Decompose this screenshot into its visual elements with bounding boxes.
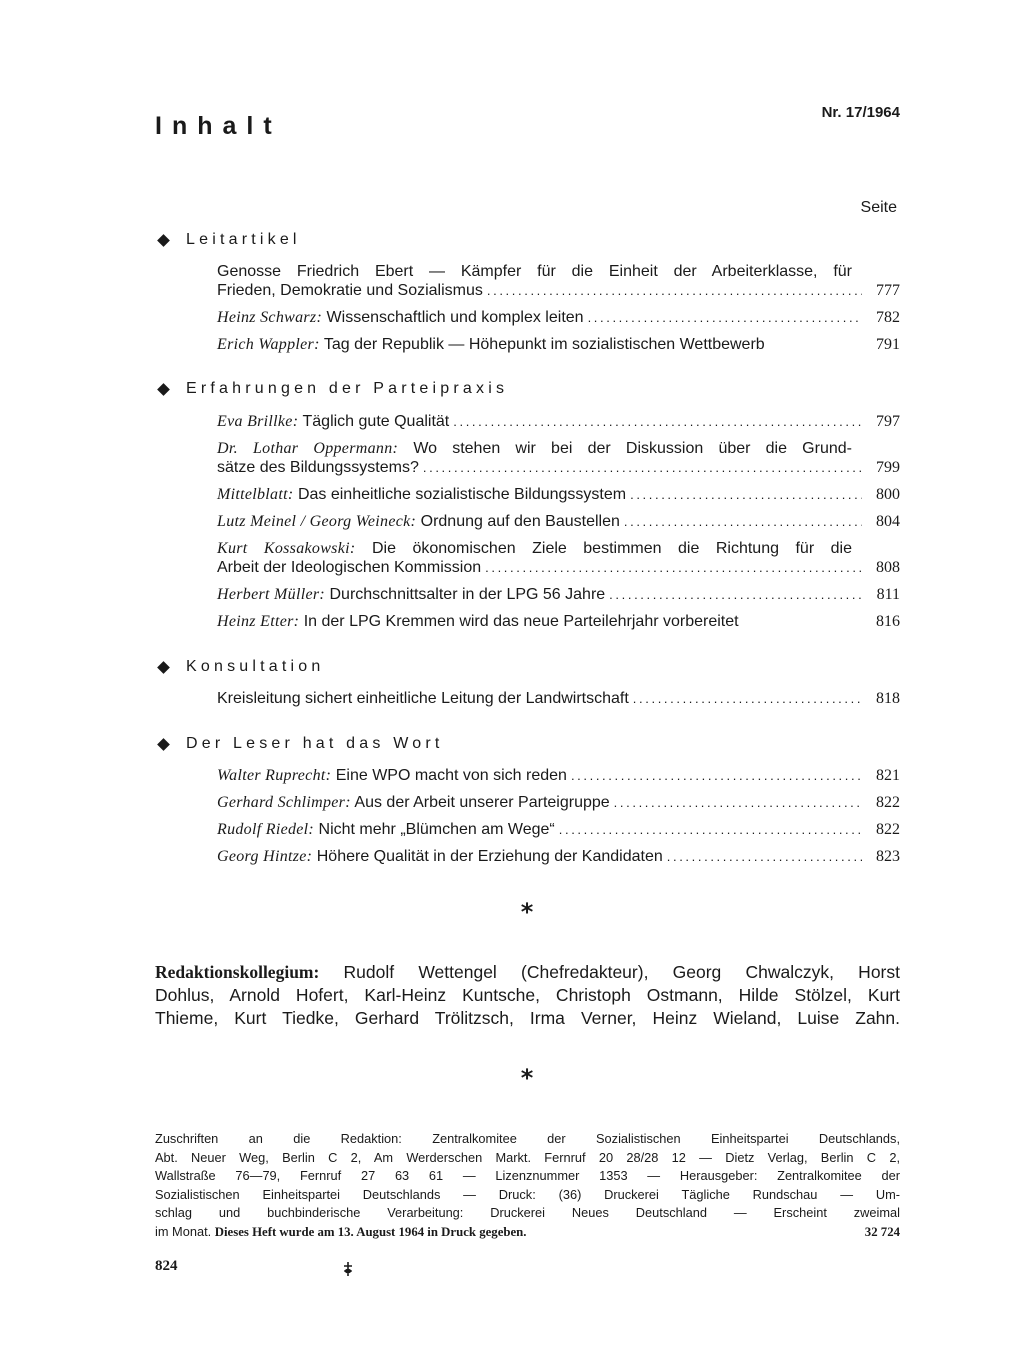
- entry-author: Gerhard Schlimper:: [217, 794, 351, 811]
- diamond-bullet-icon: [157, 234, 170, 247]
- entry-title: Ordnung auf den Baustellen: [420, 513, 620, 530]
- entry-page: 822: [876, 821, 900, 838]
- section-heading: [157, 229, 301, 251]
- entry-title: Wo stehen wir bei der Diskussion über die Grund-: [413, 440, 852, 457]
- imprint-line: Abt. Neuer Weg, Berlin C 2, Am Werderschen Markt. Fernruf 20 28/28 12 — Dietz Verlag, Berlin C 2,: [155, 1149, 900, 1165]
- editorial-board-line: Dohlus, Arnold Hofert, Karl-Heinz Kuntsche, Christoph Ostmann, Hilde Stölzel, Kurt: [155, 985, 900, 1005]
- editorial-board-line: Rudolf Wettengel (Chefredakteur), Georg Chwalczyk, Horst: [343, 962, 900, 982]
- entry-title: Arbeit der Ideologischen Kommission: [217, 559, 482, 576]
- imprint-line: Sozialistischen Einheitspartei Deutschlands — Druck: (36) Druckerei Tägliche Rundschau — Um-: [155, 1186, 900, 1202]
- entry-page: 782: [876, 309, 900, 326]
- imprint-line: im Monat.: [155, 1223, 212, 1239]
- entry-title: In der LPG Kremmen wird das neue Parteilehrjahr vorbereitet: [303, 613, 739, 630]
- printer-mark-icon: [343, 1262, 353, 1276]
- toc-entry[interactable]: [217, 766, 900, 785]
- entry-author: Erich Wappler:: [217, 336, 320, 353]
- toc-entry[interactable]: [217, 335, 900, 354]
- imprint-line: Wallstraße 76—79, Fernruf 27 63 61 — Lizenznummer 1353 — Herausgeber: Zentralkomitee der: [155, 1168, 900, 1183]
- entry-page: 823: [876, 848, 900, 865]
- entry-page: 822: [876, 794, 900, 811]
- entry-author: Heinz Etter:: [217, 613, 300, 630]
- entry-title: Nicht mehr „Blümchen am Wege“: [318, 821, 555, 838]
- print-code: 32 724: [864, 1224, 900, 1239]
- entry-title: Das einheitliche sozialistische Bildungssystem: [297, 486, 627, 503]
- toc-entry[interactable]: [217, 793, 900, 812]
- entry-title: Frieden, Demokratie und Sozialismus: [217, 282, 483, 299]
- entry-title: Genosse Friedrich Ebert — Kämpfer für die Einheit der Arbeiterklasse, für: [217, 263, 852, 280]
- separator-star: *: [520, 898, 534, 926]
- toc-entry[interactable]: [217, 262, 900, 300]
- section-heading-label: Der Leser hat das Wort: [186, 735, 444, 752]
- toc-entry[interactable]: [217, 439, 900, 477]
- toc-entry[interactable]: [217, 512, 900, 531]
- section-heading-label: Leitartikel: [186, 231, 301, 248]
- entry-page: 797: [876, 413, 900, 430]
- separator-star: *: [520, 1064, 534, 1092]
- entry-title: Wissenschaftlich und komplex leiten: [326, 309, 584, 326]
- page-column-label: Seite: [860, 199, 897, 216]
- entry-author: Walter Ruprecht:: [217, 767, 332, 784]
- editorial-board-line: Thieme, Kurt Tiedke, Gerhard Trölitzsch, Irma Verner, Heinz Wieland, Luise Zahn.: [155, 1008, 900, 1028]
- entry-title: Die ökonomischen Ziele bestimmen die Richtung für die: [371, 540, 852, 557]
- entry-author: Mittelblatt:: [217, 486, 294, 503]
- editorial-board: [155, 961, 900, 1030]
- entry-author: Georg Hintze:: [217, 848, 313, 865]
- section-heading: [157, 656, 324, 678]
- entry-page: 804: [876, 513, 900, 530]
- toc-entry[interactable]: [217, 612, 900, 631]
- entry-author: Herbert Müller:: [217, 586, 326, 603]
- entry-title: Aus der Arbeit unserer Parteigruppe: [354, 794, 610, 811]
- toc-entry[interactable]: [217, 412, 900, 431]
- entry-author: Lutz Meinel / Georg Weineck:: [217, 513, 417, 530]
- entry-title: Kreisleitung sichert einheitliche Leitung der Landwirtschaft: [217, 690, 629, 707]
- section-heading: [157, 378, 508, 400]
- entry-author: Dr. Lothar Oppermann:: [217, 440, 399, 457]
- imprint-line: Zuschriften an die Redaktion: Zentralkomitee der Sozialistischen Einheitspartei Deutschlands,: [155, 1131, 900, 1146]
- entry-title: sätze des Bildungssystems?: [217, 459, 419, 476]
- toc-entry[interactable]: [217, 539, 900, 577]
- entry-author: Rudolf Riedel:: [217, 821, 315, 838]
- toc-entry[interactable]: [217, 689, 900, 708]
- page-title: Inhalt: [155, 112, 282, 140]
- entry-title: Eine WPO macht von sich reden: [335, 767, 567, 784]
- entry-page: 777: [876, 282, 900, 299]
- entry-page: 818: [876, 690, 900, 707]
- section-heading: [157, 733, 444, 755]
- entry-page: 816: [876, 613, 900, 630]
- diamond-bullet-icon: [157, 383, 170, 396]
- entry-title: Tag der Republik — Höhepunkt im sozialistischen Wettbewerb: [323, 336, 765, 353]
- entry-title: Durchschnittsalter in der LPG 56 Jahre: [329, 586, 606, 603]
- toc-entry[interactable]: [217, 820, 900, 839]
- entry-author: Kurt Kossakowski:: [217, 540, 356, 557]
- entry-title: Höhere Qualität in der Erziehung der Kandidaten: [316, 848, 663, 865]
- section-heading-label: Erfahrungen der Parteipraxis: [186, 380, 509, 397]
- section-heading-label: Konsultation: [186, 658, 325, 675]
- entry-author: Eva Brillke:: [217, 413, 299, 430]
- toc-entry[interactable]: [217, 847, 900, 866]
- entry-page: 800: [876, 486, 900, 503]
- entry-page: 811: [876, 586, 900, 603]
- entry-page: 791: [876, 336, 900, 353]
- toc-entry[interactable]: [217, 585, 900, 604]
- entry-page: 799: [876, 459, 900, 476]
- toc-entry[interactable]: [217, 308, 900, 327]
- page-number: 824: [155, 1258, 178, 1274]
- print-date-note: Dieses Heft wurde am 13. August 1964 in Druck gegeben.: [214, 1224, 527, 1239]
- imprint-line: schlag und buchbinderische Verarbeitung: Druckerei Neues Deutschland — Erscheint zweimal: [155, 1205, 900, 1220]
- imprint: [155, 1130, 900, 1241]
- entry-page: 808: [876, 559, 900, 576]
- editorial-board-label: Redaktionskollegium:: [155, 962, 320, 982]
- diamond-bullet-icon: [157, 661, 170, 674]
- entry-page: 821: [876, 767, 900, 784]
- entry-author: Heinz Schwarz:: [217, 309, 323, 326]
- issue-number: Nr. 17/1964: [821, 104, 900, 121]
- diamond-bullet-icon: [157, 738, 170, 751]
- toc-entry[interactable]: [217, 485, 900, 504]
- entry-title: Täglich gute Qualität: [302, 413, 450, 430]
